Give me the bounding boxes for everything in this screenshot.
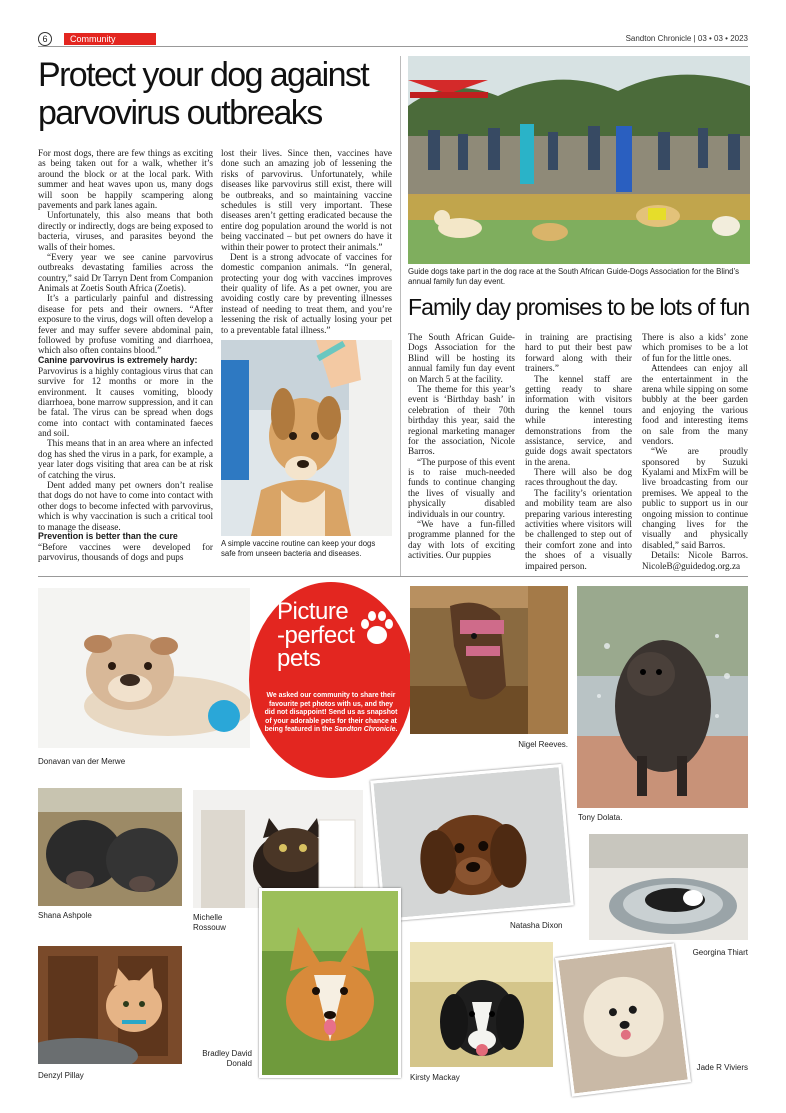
paragraph: “We have a fun-filled programme planned for the day with lots of exciting activities. Our puppies (408, 519, 515, 561)
promo-title-line: Picture (277, 598, 349, 625)
photo-credit: Denzyl Pillay (38, 1071, 84, 1080)
paragraph: The theme for this year’s event is ‘Birthday bash’ in celebration of their 70th birthday this year, said the regional marketing manager for the association, Nicole Barros. (408, 383, 515, 457)
paragraph: Parvovirus is a highly contagious virus that can survive for 12 months or more in the environment. It causes vomiting, bloody diarrhoea, bone marrow suppression, and it can be fatal. The virus can be spread when dogs come into contact with contaminated faeces and soil. (38, 365, 213, 439)
photo-credit: Kirsty Mackay (410, 1073, 460, 1082)
paragraph: This means that in an area where an infected dog has shed the virus in a park, for example, a year later dogs visiting that area can be at risk of catching the virus. (38, 438, 213, 480)
family-day-column-2 (525, 332, 632, 571)
paragraph: There will also be dog races throughout the day. (525, 467, 632, 488)
promo-title-line: pets (277, 645, 321, 673)
vaccine-photo-caption: A simple vaccine routine can keep your dogs safe from unseen bacteria and diseases. (221, 539, 376, 558)
subheading: Prevention is better than the cure (38, 531, 178, 541)
pomeranian-photo (555, 943, 691, 1097)
promo-blurb-text: We asked our community to share their favourite pet photos with us, and they did not disappoint! Send us as snapshot of your adorable pets for their chance at being featured in the (264, 692, 398, 734)
page-number: 6 (38, 32, 52, 46)
photo-credit: Nigel Reeves. (518, 740, 568, 749)
photo-credit: Jade R Viviers (696, 1063, 748, 1072)
promo-paper-name: Sandton Chronicle (334, 726, 396, 734)
paragraph: Attendees can enjoy all the entertainment in the arena while sipping on some bubbly at the beer garden and enjoying the various food and interesting items on sale from the many vendors. (642, 363, 748, 446)
paragraph: The facility’s orientation and mobility team are also preparing various interesting activities where visitors will be challenged to step out of their comfort zone and into the shoes of a visually impaired person. (525, 487, 632, 571)
cat-bed-photo (589, 834, 748, 940)
paragraph: For most dogs, there are few things as exciting as being taken out for a walk, whether it’s around the block or at the local park. With summer and heat waves upon us, many dogs will soon be happily scampering along pavements and park lanes again. (38, 148, 213, 210)
paragraph: “We are proudly sponsored by Suzuki Kyalami and MixFm will be live broadcasting from our premises. We appeal to the public to support us in our ongoing mission to continue changing lives for the visually and physically disabled,” said Barros. (642, 446, 748, 550)
paragraph: “Every year we see canine parvovirus outbreaks devastating families across the country,” said Dr Tarryn Dent from Companion Animals at Zoetis South Africa (Zoetis). (38, 251, 213, 294)
paragraph: Dent is a strong advocate of vaccines for domestic companion animals. “In general, protecting your dog with vaccines improves their quality of life. As a pet owner, you are avoiding costly care by preventing illnesses instead of needing to treat them, and you’re lessening the risk of actually losing your pet to a preventable fatal illness.” (221, 251, 392, 335)
section-tag: Community (64, 33, 156, 45)
dog-race-photo (408, 56, 750, 264)
promo-blurb-end: . (395, 726, 398, 734)
dog-race-caption: Guide dogs take part in the dog race at the South African Guide-Dogs Association for the Blind’s annual family fun day event. (408, 267, 739, 286)
page-header (38, 33, 748, 47)
spaniel-photo (410, 942, 553, 1067)
family-day-column-1 (408, 332, 515, 561)
article-column-1 (38, 148, 213, 563)
article-column-2 (221, 148, 392, 335)
paragraph: in training are practising hard to put their best paw forward along with their trainers.” (525, 332, 632, 374)
masthead: Sandton Chronicle | 03 • 03 • 2023 (625, 34, 748, 43)
paragraph: The kennel staff are getting ready to share information with visitors during the kennel tours while interesting demonstrations from the assistance, service, and guide dogs await spectators in the arena. (525, 373, 632, 467)
promo-title-line: -perfect (277, 621, 355, 649)
paragraph: “Before vaccines were developed for parvovirus, thousands of dogs and pups (38, 541, 213, 563)
paragraph: Dent added many pet owners don’t realise that dogs do not have to come into contact with other dogs to become infected with parvovirus, which is why vaccination is such a critical tool to manage the disease. (38, 480, 213, 532)
paragraph: “The purpose of this event is to raise much-needed funds to continue changing the lives of visually and physically disabled individuals in our country. (408, 456, 515, 519)
paragraph: There is also a kids’ zone which promises to be a lot of fun for the little ones. (642, 332, 748, 363)
horse-photo (410, 586, 568, 734)
pigs-photo (38, 788, 182, 906)
paragraph: Details: Nicole Barros. NicoleB@guidedog.org.za (642, 550, 748, 571)
kitten-photo (38, 946, 182, 1064)
vaccine-photo (221, 340, 392, 536)
paragraph: It’s a particularly painful and distressing disease for pets and their owners. “After exposure to the virus, dogs will often develop a fever and may suffer severe abdominal pain, followed by profuse vomiting and diarrhoea, which also often contains blood.” (38, 293, 213, 356)
paragraph: lost their lives. Since then, vaccines have done such an amazing job of lessening the risks of parvovirus. Unfortunately, while diseases like parvovirus still exist, there will be outbreaks, and so maintaining vaccine schedules is still very important. These diseases aren’t getting eradicated because the entire dog population around the world is not being vaccinated – but pet owners do have it within their power to protect their animals.” (221, 148, 392, 252)
article-headline: Protect your dog against parvovirus outbreaks (38, 56, 369, 133)
paragraph: The South African Guide-Dogs Association for the Blind will be hosting its annual family fun day event on March 5 at the facility. (408, 332, 515, 384)
photo-credit: Donavan van der Merwe (38, 757, 126, 766)
subheading: Canine parvovirus is extremely hardy: (38, 354, 198, 365)
photo-credit: Michelle Rossouw (193, 913, 226, 932)
wet-dog-photo (577, 586, 748, 808)
section-rule (38, 576, 748, 577)
photo-credit: Natasha Dixon (510, 921, 563, 930)
column-divider (400, 56, 401, 576)
corgi-photo (259, 888, 401, 1078)
photo-credit: Shana Ashpole (38, 911, 92, 920)
promo-title (277, 600, 354, 671)
photo-credit: Georgina Thiart (692, 948, 748, 957)
paragraph: Unfortunately, this also means that both directly or indirectly, dogs are being exposed to bacteria, viruses, and parasites beyond the walls of their homes. (38, 210, 213, 252)
photo-credit: Bradley David Donald (202, 1049, 252, 1068)
family-day-headline: Family day promises to be lots of fun (408, 294, 750, 320)
paw-print-icon (357, 608, 397, 648)
family-day-column-3 (642, 332, 748, 571)
pets-promo-badge (249, 582, 413, 778)
promo-blurb (263, 692, 399, 735)
bulldog-photo (38, 588, 250, 748)
photo-credit: Tony Dolata. (578, 813, 623, 822)
